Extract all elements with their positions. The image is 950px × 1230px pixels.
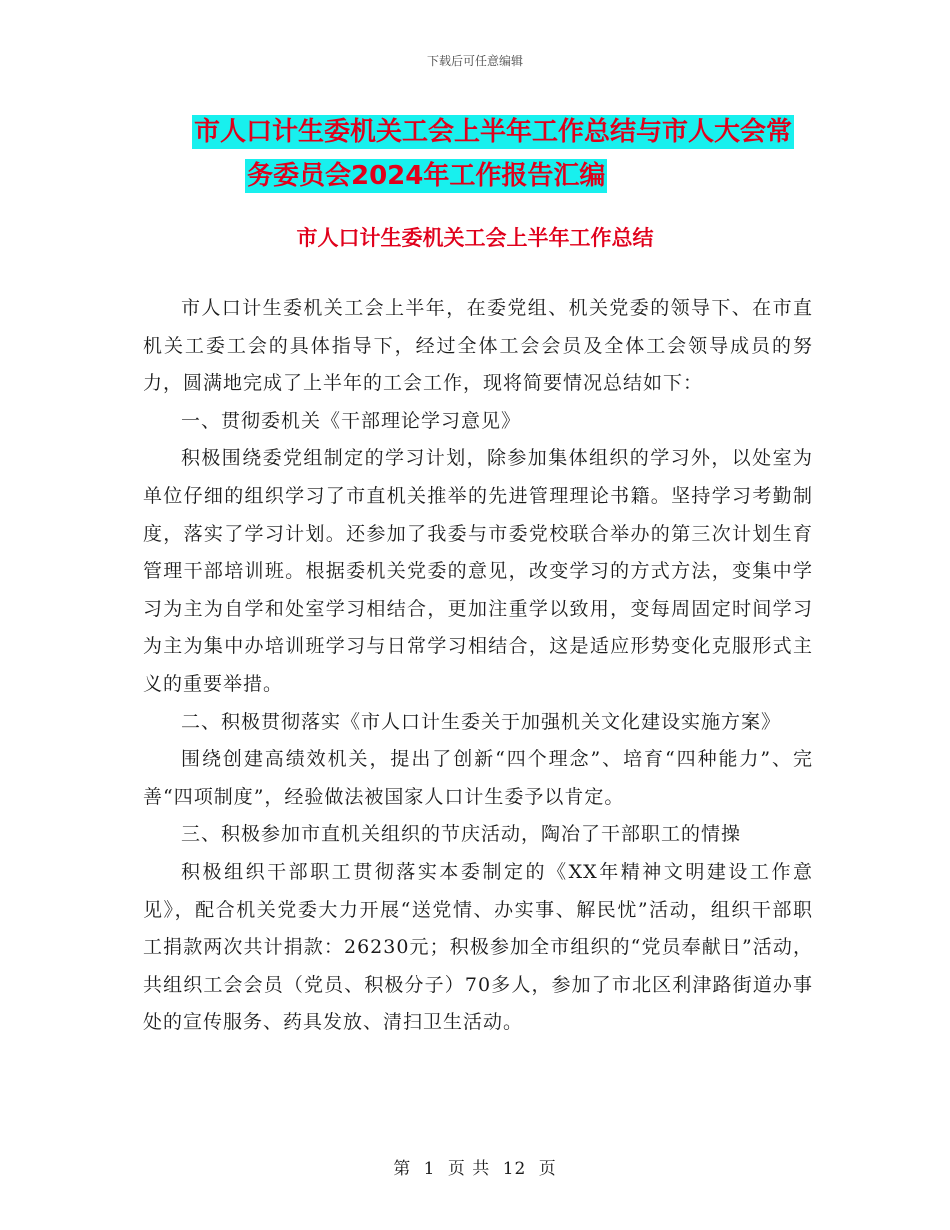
heading-three: 三、积极参加市直机关组织的节庆活动，陶冶了干部职工的情操 (181, 823, 742, 846)
body-text (143, 290, 813, 1042)
section-title: 市人口计生委机关工会上半年工作总结 (296, 226, 654, 250)
page-footer (0, 1154, 950, 1179)
document-title (140, 110, 820, 198)
title-line-1 (140, 110, 820, 154)
heading-two: 二、积极贯彻落实《市人口计生委关于加强机关文化建设实施方案》 (181, 710, 782, 733)
footer-middle: 页 共 (447, 1159, 491, 1179)
heading-one: 一、贯彻委机关《干部理论学习意见》 (181, 409, 522, 432)
paragraph-one: 积极围绕委党组制定的学习计划，除参加集体组织的学习外，以处室为单位仔细的组织学习了市直机关推举的先进管理理论书籍。坚持学习考勤制度，落实了学习计划。还参加了我委与市委党校联合举办的第三次计划生育管理干部培训班。根据委机关党委的意见，改变学习的方式方法，变集中学习为主为自学和处室学习相结合，更加注重学以致用，变每周固定时间学习为主为集中办培训班学习与日常学习相结合，这是适应形势变化克服形式主义的重要举措。 (143, 447, 813, 695)
title-line-2-text: 务委员会2024年工作报告汇编 (247, 161, 606, 191)
paragraph-three: 积极组织干部职工贯彻落实本委制定的《XX年精神文明建设工作意见》，配合机关党委大力开展“送党情、办实事、解民忧”活动，组织干部职工捐款两次共计捐款：26230元；积极参加全市组织的“党员奉献日”活动，共组织工会会员（党员、积极分子）70多人，参加了市北区利津路街道办事处的宣传服务、药具发放、清扫卫生活动。 (143, 860, 813, 1034)
header-note: 下载后可任意编辑 (426, 54, 523, 68)
footer-suffix: 页 (538, 1159, 557, 1179)
total-pages-number: 12 (502, 1159, 527, 1179)
paragraph-intro: 市人口计生委机关工会上半年，在委党组、机关党委的领导下、在市直机关工委工会的具体指导下，经过全体工会会员及全体工会领导成员的努力，圆满地完成了上半年的工会工作，现将简要情况总结如下： (143, 297, 813, 395)
footer-prefix: 第 (393, 1159, 412, 1179)
current-page-number: 1 (423, 1159, 436, 1179)
title-line-2 (140, 154, 820, 198)
paragraph-two: 围绕创建高绩效机关，提出了创新“四个理念”、培育“四种能力”、完善“四项制度”，经验做法被国家人口计生委予以肯定。 (143, 748, 813, 808)
title-line-1-text: 市人口计生委机关工会上半年工作总结与市人大会常 (194, 117, 793, 147)
